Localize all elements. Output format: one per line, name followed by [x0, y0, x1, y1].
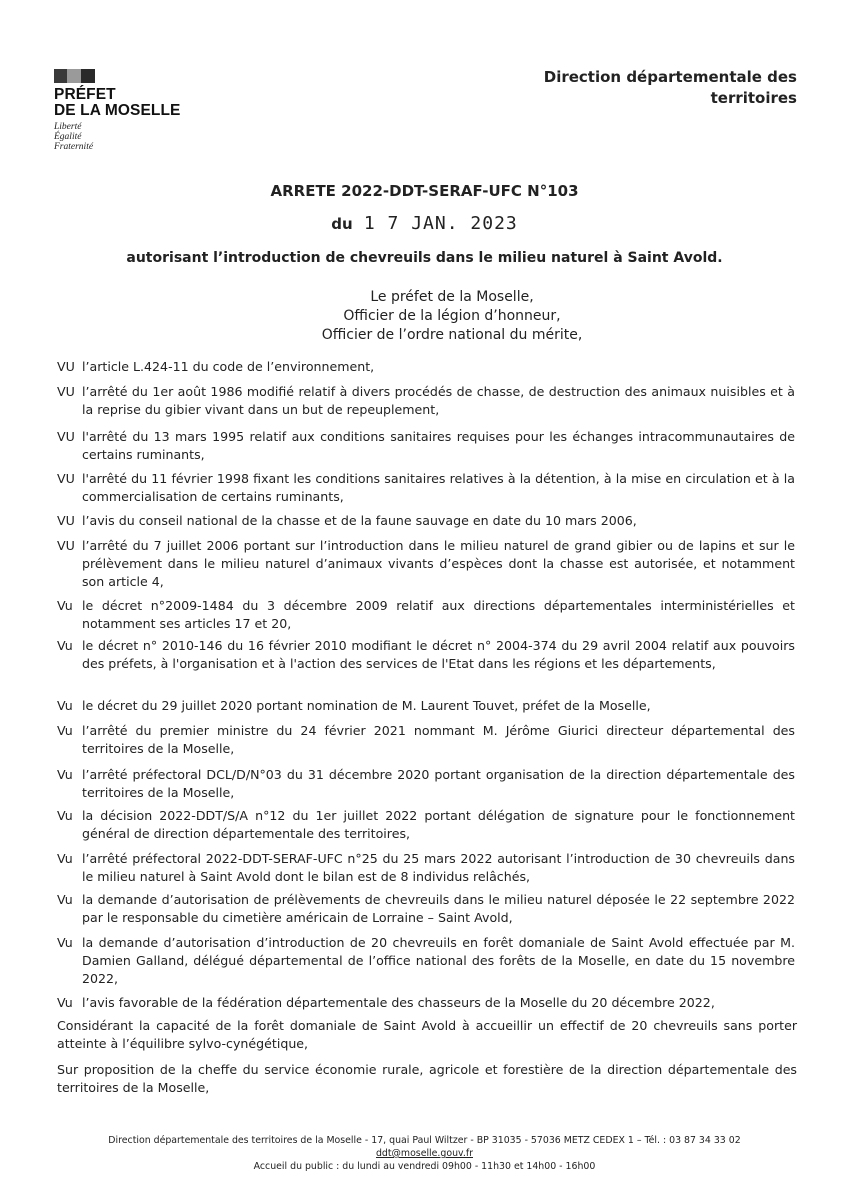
direction-heading: [544, 67, 797, 109]
visa-text: le décret n° 2010-146 du 16 février 2010 modifiant le décret n° 2004-374 du 29 avril 2004 relatif aux pouvoirs des préfets, à l'organisation et à l'action des services de l'Etat dans les régions et les départements,: [82, 638, 795, 671]
visa-text: l’arrêté préfectoral DCL/D/N°03 du 31 décembre 2020 portant organisation de la direction départementale des territoires de la Moselle,: [82, 767, 795, 800]
motto-egalite: Égalité: [54, 132, 82, 142]
visa-lead: Vu: [57, 767, 73, 782]
visa-item: [57, 637, 795, 673]
visa-lead: VU: [57, 384, 75, 399]
prefet-honour-1: Officier de la légion d’honneur,: [343, 308, 561, 324]
visa-text: le décret du 29 juillet 2020 portant nomination de M. Laurent Touvet, préfet de la Moselle,: [82, 698, 651, 713]
visa-item: [57, 994, 795, 1012]
motto-fraternite: Fraternité: [54, 142, 94, 152]
visa-lead: Vu: [57, 598, 73, 613]
visa-text: la demande d’autorisation de prélèvements de chevreuils dans le milieu naturel déposée le 22 septembre 2022 par le responsable du cimetière américain de Lorraine – Saint Avold,: [82, 892, 795, 925]
visa-lead: Vu: [57, 935, 73, 950]
visa-lead: VU: [57, 429, 75, 444]
visa-item: [57, 766, 795, 802]
visa-text: l’avis favorable de la fédération départementale des chasseurs de la Moselle du 20 décembre 2022,: [82, 995, 715, 1010]
visa-item: [57, 807, 795, 843]
visa-item: [57, 697, 795, 715]
date-stamp: 1 7 JAN. 2023: [363, 213, 518, 234]
visa-text: l’arrêté du 7 juillet 2006 portant sur l’introduction dans le milieu naturel de grand gibier ou de lapins et sur le prélèvement dans le milieu naturel d’animaux vivants d’espèces dont la chasse est autorisée, et notamment son article 4,: [82, 538, 795, 589]
prefet-line1: PRÉFET: [54, 86, 116, 103]
visa-lead: Vu: [57, 995, 73, 1010]
visa-text: l’arrêté préfectoral 2022-DDT-SERAF-UFC n°25 du 25 mars 2022 autorisant l’introduction de 30 chevreuils dans le milieu naturel à Saint Avold dont le bilan est de 8 individus relâchés,: [82, 851, 795, 884]
visa-text: l’arrêté du 1er août 1986 modifié relatif à divers procédés de chasse, de destruction des animaux nuisibles et à la reprise du gibier vivant dans un but de repeuplement,: [82, 384, 795, 417]
visa-item: [57, 891, 795, 927]
visa-text: l'arrêté du 11 février 1998 fixant les conditions sanitaires relatives à la détention, à la mise en circulation et à la commercialisation de certains ruminants,: [82, 471, 795, 504]
visa-text: l’article L.424-11 du code de l’environnement,: [82, 359, 375, 374]
visa-lead: Vu: [57, 723, 73, 738]
visa-lead: Vu: [57, 698, 73, 713]
visa-item: [57, 383, 795, 419]
visa-text: la décision 2022-DDT/S/A n°12 du 1er juillet 2022 portant délégation de signature pour le fonctionnement général de direction départementale des territoires,: [82, 808, 795, 841]
visa-lead: VU: [57, 359, 75, 374]
prefet-line2: DE LA MOSELLE: [54, 102, 181, 119]
visa-text: l’arrêté du premier ministre du 24 février 2021 nommant M. Jérôme Giurici directeur départemental des territoires de la Moselle,: [82, 723, 795, 756]
marianne-icon: [54, 66, 194, 83]
visa-item: [57, 537, 795, 591]
visa-lead: VU: [57, 513, 75, 528]
motto-liberte: Liberté: [54, 122, 82, 132]
visa-item: [57, 358, 795, 376]
prefet-block: [0, 288, 849, 345]
visa-item: [57, 512, 795, 530]
footer-address: Direction départementale des territoires de la Moselle - 17, quai Paul Wiltzer - BP 31035 - 57036 METZ CEDEX 1 – Tél. : 03 87 34 33 02: [108, 1135, 741, 1146]
prefet-name: Le préfet de la Moselle,: [370, 289, 534, 305]
prefet-honour-2: Officier de l’ordre national du mérite,: [321, 327, 583, 343]
prefet-title: [54, 87, 194, 119]
visa-text: le décret n°2009-1484 du 3 décembre 2009 relatif aux directions départementales interministérielles et notamment ses articles 17 et 20,: [82, 598, 795, 631]
visa-lead: Vu: [57, 851, 73, 866]
visa-lead: Vu: [57, 638, 73, 653]
republic-motto: [54, 122, 194, 152]
visa-lead: VU: [57, 471, 75, 486]
considerant-paragraph: Considérant la capacité de la forêt domaniale de Saint Avold à accueillir un effectif de 20 chevreuils sans porter atteinte à l’équilibre sylvo-cynégétique,: [57, 1018, 797, 1051]
proposition-paragraph: Sur proposition de la cheffe du service économie rurale, agricole et forestière de la direction départementale des territoires de la Moselle,: [57, 1062, 797, 1095]
direction-line2: territoires: [710, 89, 797, 107]
visa-item: [57, 722, 795, 758]
arrete-object: autorisant l’introduction de chevreuils dans le milieu naturel à Saint Avold.: [126, 250, 723, 266]
direction-line1: Direction départementale des: [543, 68, 797, 86]
visa-lead: Vu: [57, 892, 73, 907]
visa-text: l'arrêté du 13 mars 1995 relatif aux conditions sanitaires requises pour les échanges intracommunautaires de certains ruminants,: [82, 429, 795, 462]
visa-text: la demande d’autorisation d’introduction de 20 chevreuils en forêt domaniale de Saint Avold effectuée par M. Damien Galland, délégué départemental de l’office national des forêts de la Moselle, en date du 15 novembre 2022,: [82, 935, 795, 986]
arrete-number: ARRETE 2022-DDT-SERAF-UFC N°103: [270, 182, 579, 200]
prefecture-logo: [54, 66, 194, 152]
footer-email[interactable]: ddt@moselle.gouv.fr: [375, 1148, 473, 1159]
visa-item: [57, 934, 795, 988]
visa-item: [57, 470, 795, 506]
visa-item: [57, 428, 795, 464]
visa-lead: Vu: [57, 808, 73, 823]
date-label: du: [331, 215, 353, 233]
visa-item: [57, 597, 795, 633]
arrete-date: [0, 213, 849, 234]
footer-hours: Accueil du public : du lundi au vendredi 09h00 - 11h30 et 14h00 - 16h00: [253, 1161, 596, 1172]
visa-text: l’avis du conseil national de la chasse et de la faune sauvage en date du 10 mars 2006,: [82, 513, 637, 528]
visa-item: [57, 850, 795, 886]
visa-lead: VU: [57, 538, 75, 553]
